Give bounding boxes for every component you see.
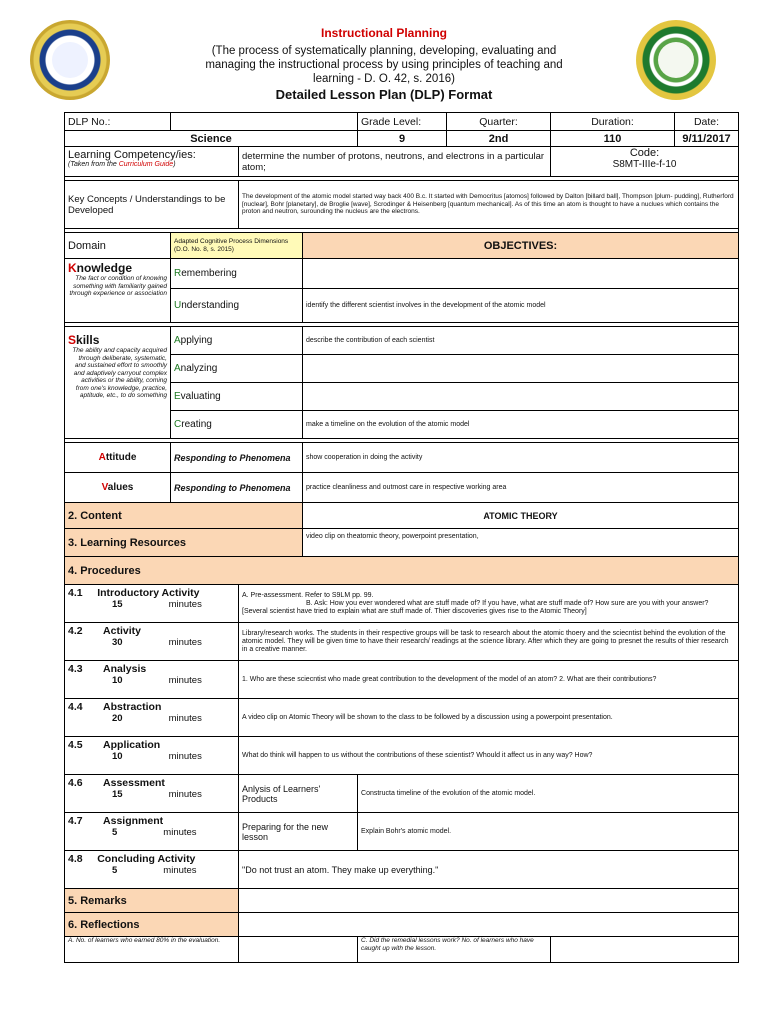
competency-label: Learning Competency/ies: [68, 149, 196, 161]
resources-row [65, 529, 739, 557]
applying-objective: describe the contribution of each scientist [303, 327, 739, 355]
analyzing-label: Analyzing [171, 355, 303, 383]
procedure-row [65, 699, 739, 737]
page-subtitle: (The process of systematically planning, developing, evaluating and managing the instructional process by using principles of teaching and learning - D. O. 42, s. 2016) [205, 45, 563, 85]
code-value: S8MT-IIIe-f-10 [612, 159, 677, 170]
procedure-sublabel: Preparing for the new lesson [239, 813, 358, 851]
remembering-label: Remembering [171, 259, 303, 289]
date-label: Date: [675, 113, 739, 131]
evaluating-label: Evaluating [171, 383, 303, 411]
procedure-text: What do think will happen to us without the contributions of these scientist? Whould it affect us in any way? How? [239, 737, 739, 775]
evaluating-objective [303, 383, 739, 411]
resources-value: video clip on theatomic theory, powerpoint presentation, [303, 529, 739, 557]
reflection-c: C. Did the remedial lessons work? No. of learners who have caught up with the lesson. [358, 937, 551, 963]
procedure-row [65, 661, 739, 699]
procedure-text: A video clip on Atomic Theory will be shown to the class to be followed by a discussion using a powerpoint presentation. [239, 699, 739, 737]
procedures-row [65, 557, 739, 585]
competency-note: (Taken from the Curriculum Guide) [68, 161, 176, 168]
procedure-row [65, 813, 739, 851]
info-values-row [65, 131, 739, 147]
remarks-label: 5. Remarks [65, 889, 239, 913]
understanding-objective: identify the different scientist involves in the development of the atomic model [303, 289, 739, 323]
procedure-text: A. Pre-assessment. Refer to S9LM pp. 99. B. Ask: How you ever wondered what are stuff made of? If you have, what are stuff made of? How sure are you with your answer? [Several scientist have tried to explain what are stuff made of. Thier discoveries gives rise to the Atomic Theory] [239, 585, 739, 623]
procedure-text: Library/research works. The students in their respective groups will be task to research about the atomic thoery and the sciecntist behind the evolution of the atomic model. They will be given time to have their research/ readings at the science library. After which they are going to presnet the results of thier research in a creative manner. [239, 623, 739, 661]
code-label: Code: [629, 147, 660, 159]
date-value: 9/11/2017 [675, 131, 739, 147]
applying-label: Applying [171, 327, 303, 355]
lesson-plan-table [64, 112, 739, 963]
duration-value: 110 [551, 131, 675, 147]
dlp-label: DLP No.: [65, 113, 171, 131]
procedure-title: 4.2 Activity 30 minutes [65, 623, 239, 661]
remembering-objective [303, 259, 739, 289]
reflections-label: 6. Reflections [65, 913, 239, 937]
values-row [65, 473, 739, 503]
procedure-title: 4.6 Assessment 15 minutes [65, 775, 239, 813]
reflections-value [239, 913, 739, 937]
procedure-text: Explain Bohr's atomic model. [358, 813, 739, 851]
info-header-row [65, 113, 739, 131]
skills-cell [65, 327, 171, 439]
procedure-row [65, 737, 739, 775]
dlp-value [171, 113, 358, 131]
domain-row [65, 233, 739, 259]
reflections-row [65, 913, 739, 937]
reflection-a: A. No. of learners who earned 80% in the evaluation. [65, 937, 239, 963]
objectives-header: OBJECTIVES: [303, 233, 739, 259]
procedure-row [65, 623, 739, 661]
creating-objective: make a timeline on the evolution of the atomic model [303, 411, 739, 439]
seal-emblem [52, 42, 88, 78]
procedures-label: 4. Procedures [65, 557, 739, 585]
understanding-label: Understanding [171, 289, 303, 323]
content-row [65, 503, 739, 529]
content-label: 2. Content [65, 503, 303, 529]
dimension-label: Adapted Cognitive Process Dimensions (D.O. No. 8, s. 2015) [171, 233, 303, 259]
remembering-row [65, 259, 739, 289]
quarter-value: 2nd [447, 131, 551, 147]
reflections-questions-row [65, 937, 739, 963]
seal-emblem [658, 42, 694, 78]
applying-row [65, 327, 739, 355]
attitude-row [65, 443, 739, 473]
page-title: Instructional Planning [320, 26, 447, 40]
remarks-value [239, 889, 739, 913]
values-label: Values [65, 473, 171, 503]
subject-value: Science [65, 131, 358, 147]
procedure-row [65, 775, 739, 813]
format-title: Detailed Lesson Plan (DLP) Format [275, 87, 493, 102]
competency-text: determine the number of protons, neutrons, and electrons in a particular atom; [239, 147, 551, 177]
analyzing-objective [303, 355, 739, 383]
creating-label: Creating [171, 411, 303, 439]
values-objective: practice cleanliness and outmost care in respective working area [303, 473, 739, 503]
skills-desc: The ability and capacity acquired through deliberate, systematic, and sustained effort to smoothly and adaptively carryout complex activities or the ability, coming from one's knowledge, practice, aptitude, etc., to do something [72, 347, 167, 399]
procedure-title: 4.7 Assignment 5 minutes [65, 813, 239, 851]
remarks-row [65, 889, 739, 913]
values-dimension: Responding to Phenomena [171, 473, 303, 503]
knowledge-title: Knowledge [68, 261, 133, 275]
attitude-label: Attitude [65, 443, 171, 473]
resources-label: 3. Learning Resources [65, 529, 303, 557]
procedure-text: 1. Who are these sciecntist who made great contribution to the development of the model of an atom? 2. What are their contributions? [239, 661, 739, 699]
quarter-label: Quarter: [447, 113, 551, 131]
procedure-row [65, 851, 739, 889]
procedure-sublabel: Anlysis of Learners' Products [239, 775, 358, 813]
procedure-row [65, 585, 739, 623]
attitude-objective: show cooperation in doing the activity [303, 443, 739, 473]
procedure-text: Constructa timeline of the evolution of the atomic model. [358, 775, 739, 813]
procedure-title: 4.4 Abstraction 20 minutes [65, 699, 239, 737]
curriculum-guide-text: Curriculum Guide [118, 161, 174, 168]
key-concepts-text: The development of the atomic model started way back 400 B.c. It started with Democritus [atomos] followed by Dalton [billard ball], Thompson [plum- pudding], Rutherford [nuclear], Bohr [planetary], de Broglie [wave], Scrodinger & Heisenberg [quantum mechanical]. As of this time an atom is thought to have a nuclues which contains the proton and neutron, surounding the nucleus are the electrons. [239, 181, 739, 229]
content-value: ATOMIC THEORY [303, 503, 739, 529]
knowledge-desc: The fact or condition of knowing something with familiarity gained through experience or association [69, 275, 167, 297]
domain-label: Domain [65, 233, 171, 259]
grade-value: 9 [358, 131, 447, 147]
skills-title: Skills [68, 333, 100, 347]
procedure-title: 4.5 Application 10 minutes [65, 737, 239, 775]
attitude-dimension: Responding to Phenomena [171, 443, 303, 473]
grade-label: Grade Level: [358, 113, 447, 131]
key-concepts-label: Key Concepts / Understandings to be Developed [65, 181, 239, 229]
procedure-text: "Do not trust an atom. They make up everything." [239, 851, 739, 889]
knowledge-cell [65, 259, 171, 323]
procedure-title: 4.8 Concluding Activity 5 minutes [65, 851, 239, 889]
duration-label: Duration: [551, 113, 675, 131]
competency-row [65, 147, 739, 177]
procedure-title: 4.3 Analysis 10 minutes [65, 661, 239, 699]
key-concepts-row [65, 181, 739, 229]
procedure-title: 4.1 Introductory Activity 15 minutes [65, 585, 239, 623]
